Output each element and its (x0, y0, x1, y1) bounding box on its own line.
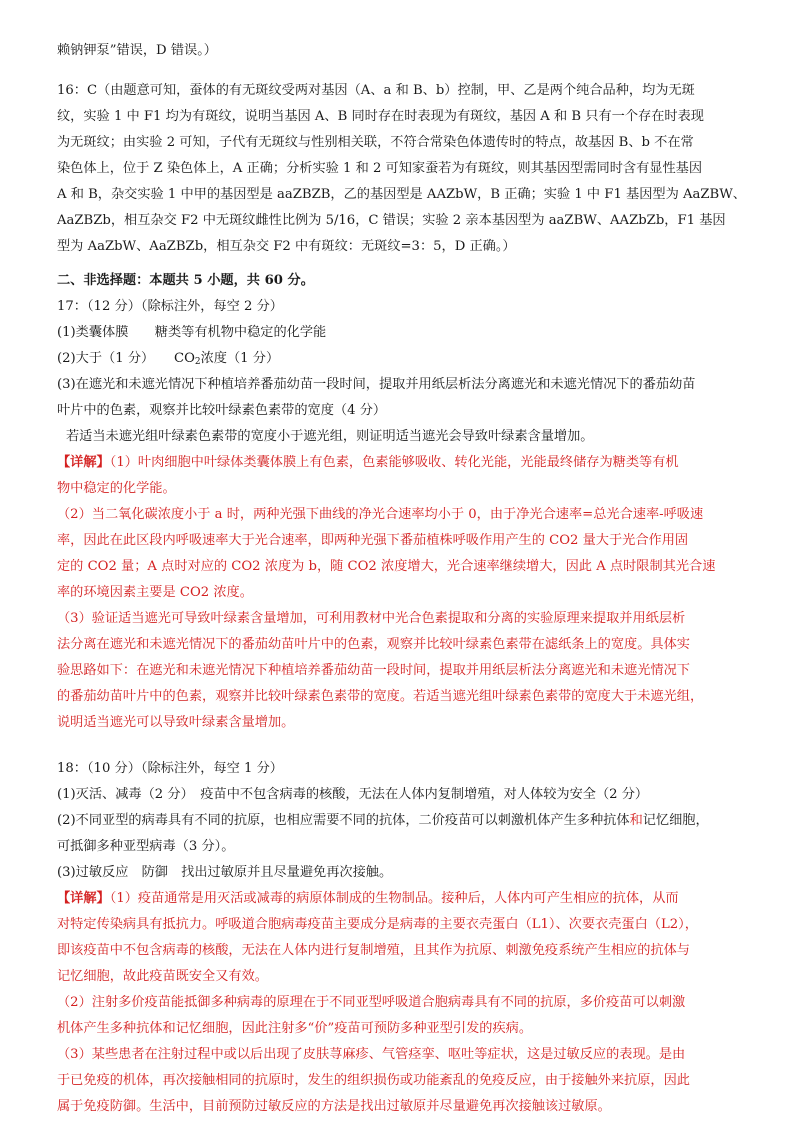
text-line: A 和 B，杂交实验 1 中甲的基因型是 aaZBZB，乙的基因型是 AAZbW，B 正确；实验 1 中 F1 基因型为 AaZBW、 (57, 187, 746, 202)
answer-text: 记忆细胞， (642, 813, 709, 828)
answer-text: (2)不同亚型的病毒具有不同的抗原，也相应需要不同的抗体，二价疫苗可以刺激机体产生多种抗体 (57, 813, 630, 828)
explanation-line (57, 886, 757, 912)
text-line: AaZBZb，相互杂交 F2 中无斑纹雌性比例为 5/16，C 错误；实验 2 亲本基因型为 aaZBW、AAZbZb，F1 基因 (57, 213, 726, 228)
explanation-line: 验思路如下：在遮光和未遮光情况下种植培养番茄幼苗一段时间，提取并用纸层析法分离遮光和未遮光情况下 (57, 663, 690, 678)
explanation-line: 机体产生多种抗体和记忆细胞，因此注射多“价”疫苗可预防多种亚型引发的疾病。 (57, 1021, 533, 1036)
text-line: 16：C（由题意可知，蚕体的有无斑纹受两对基因（A、a 和 B、b）控制，甲、乙是两个纯合品种，均为无斑 (57, 83, 695, 98)
question-header: 17：（12 分）（除标注外，每空 2 分） (57, 299, 283, 314)
answer-line: 叶片中的色素，观察并比较叶绿素色素带的宽度（4 分） (57, 403, 387, 418)
answer-line: 可抵御多种亚型病毒（3 分）。 (57, 839, 235, 854)
explanation-tag: 【详解】 (57, 891, 110, 906)
explanation-line: 率，因此在此区段内呼吸速率大于光合速率，即两种光强下番茄植株呼吸作用产生的 CO2 量大于光合作用固 (57, 533, 689, 548)
answer-line: 若适当未遮光组叶绿素色素带的宽度小于遮光组，则证明适当遮光会导致叶绿素含量增加。 (66, 429, 594, 444)
explanation-line: （3）某些患者在注射过程中或以后出现了皮肤荨麻疹、气管痉挛、呕吐等症状，这是过敏反应的表现。是由 (57, 1047, 686, 1062)
explanation-line: 定的 CO2 量；A 点时对应的 CO2 浓度为 b，随 CO2 浓度增大，光合速率继续增大，因此 A 点时限制其光合速 (57, 559, 716, 574)
text-line: 赖钠钾泵”错误，D 错误。） (57, 43, 217, 58)
explanation-line: 记忆细胞，故此疫苗既安全又有效。 (57, 969, 268, 984)
answer-line: (1)类囊体膜 糖类等有机物中稳定的化学能 (57, 325, 327, 340)
text-line: 染色体上，位于 Z 染色体上，A 正确；分析实验 1 和 2 可知家蚕若为有斑纹，则其基因型需同时含有显性基因 (57, 161, 703, 176)
explanation-text: （1）叶肉细胞中叶绿体类囊体膜上有色素，色素能够吸收、转化光能，光能最终储存为糖类等有机 (109, 455, 679, 470)
explanation-line: 物中稳定的化学能。 (57, 481, 176, 496)
explanation-line: （2）当二氧化碳浓度小于 a 时，两种光强下曲线的净光合速率均小于 0，由于净光合速率=总光合速率-呼吸速 (57, 507, 704, 522)
subscript: 2 (194, 357, 201, 367)
text-line: 为无斑纹；由实验 2 可知，子代有无斑纹与性别相关联，不符合常染色体遗传时的特点，故基因 B、b 不在常 (57, 135, 694, 150)
explanation-line: 率的环境因素主要是 CO2 浓度。 (57, 585, 253, 600)
text-line: 型为 AaZbW、AaZBZb，相互杂交 F2 中有斑纹：无斑纹=3：5，D 正确。） (57, 239, 516, 254)
explanation-text: （1）疫苗通常是用灭活或减毒的病原体制成的生物制品。接种后，人体内可产生相应的抗体，从而 (109, 891, 679, 906)
explanation-line: 于已免疫的机体，再次接触相同的抗原时，发生的组织损伤或功能紊乱的免疫反应，由于接触外来抗原，因此 (57, 1073, 690, 1088)
section-heading: 二、非选择题：本题共 5 小题，共 60 分。 (57, 273, 314, 288)
explanation-tag: 【详解】 (57, 455, 110, 470)
explanation-line: 的番茄幼苗叶片中的色素，观察并比较叶绿素色素带的宽度。若适当遮光组叶绿素色素带的宽度大于未遮光组， (57, 689, 704, 704)
answer-line: (3)过敏反应 防御 找出过敏原并且尽量避免再次接触。 (57, 865, 393, 880)
answer-line: (1)灭活、减毒（2 分） 疫苗中不包含病毒的核酸，无法在人体内复制增殖，对人体较为安全（2 分） (57, 787, 649, 802)
explanation-line: 即该疫苗中不包含病毒的核酸，无法在人体内进行复制增殖，且其作为抗原、刺激免疫系统产生相应的抗体与 (57, 943, 690, 958)
question-header: 18：（10 分）（除标注外，每空 1 分） (57, 761, 283, 776)
explanation-line: 说明适当遮光可以导致叶绿素含量增加。 (57, 715, 295, 730)
explanation-line: 法分离在遮光和未遮光情况下的番茄幼苗叶片中的色素，观察并比较叶绿素色素带在滤纸条上的宽度。具体实 (57, 637, 690, 652)
answer-line (57, 346, 757, 375)
answer-text: 浓度（1 分） (200, 351, 280, 366)
explanation-line: （2）注射多价疫苗能抵御多种病毒的原理在于不同亚型呼吸道合胞病毒具有不同的抗原，多价疫苗可以刺激 (57, 995, 686, 1010)
explanation-line: 属于免疫防御。生活中，目前预防过敏反应的方法是找出过敏原并尽量避免再次接触该过敏原。 (57, 1099, 611, 1114)
answer-line: (3)在遮光和未遮光情况下种植培养番茄幼苗一段时间，提取并用纸层析法分离遮光和未遮光情况下的番茄幼苗 (57, 377, 696, 392)
explanation-line: （3）验证适当遮光可导致叶绿素含量增加，可利用教材中光合色素提取和分离的实验原理来提取并用纸层析 (57, 611, 686, 626)
explanation-line: 对特定传染病具有抵抗力。呼吸道合胞病毒疫苗主要成分是病毒的主要衣壳蛋白（L1）、次要衣壳蛋白（L2）， (57, 917, 698, 932)
text-line: 纹，实验 1 中 F1 均为有斑纹，说明当基因 A、B 同时存在时表现为有斑纹，基因 A 和 B 只有一个存在时表现 (57, 109, 704, 124)
answer-line (57, 808, 757, 834)
answer-text: (2)大于（1 分） CO (57, 351, 195, 366)
explanation-line (57, 450, 757, 476)
answer-text-red: 和 (629, 813, 643, 828)
